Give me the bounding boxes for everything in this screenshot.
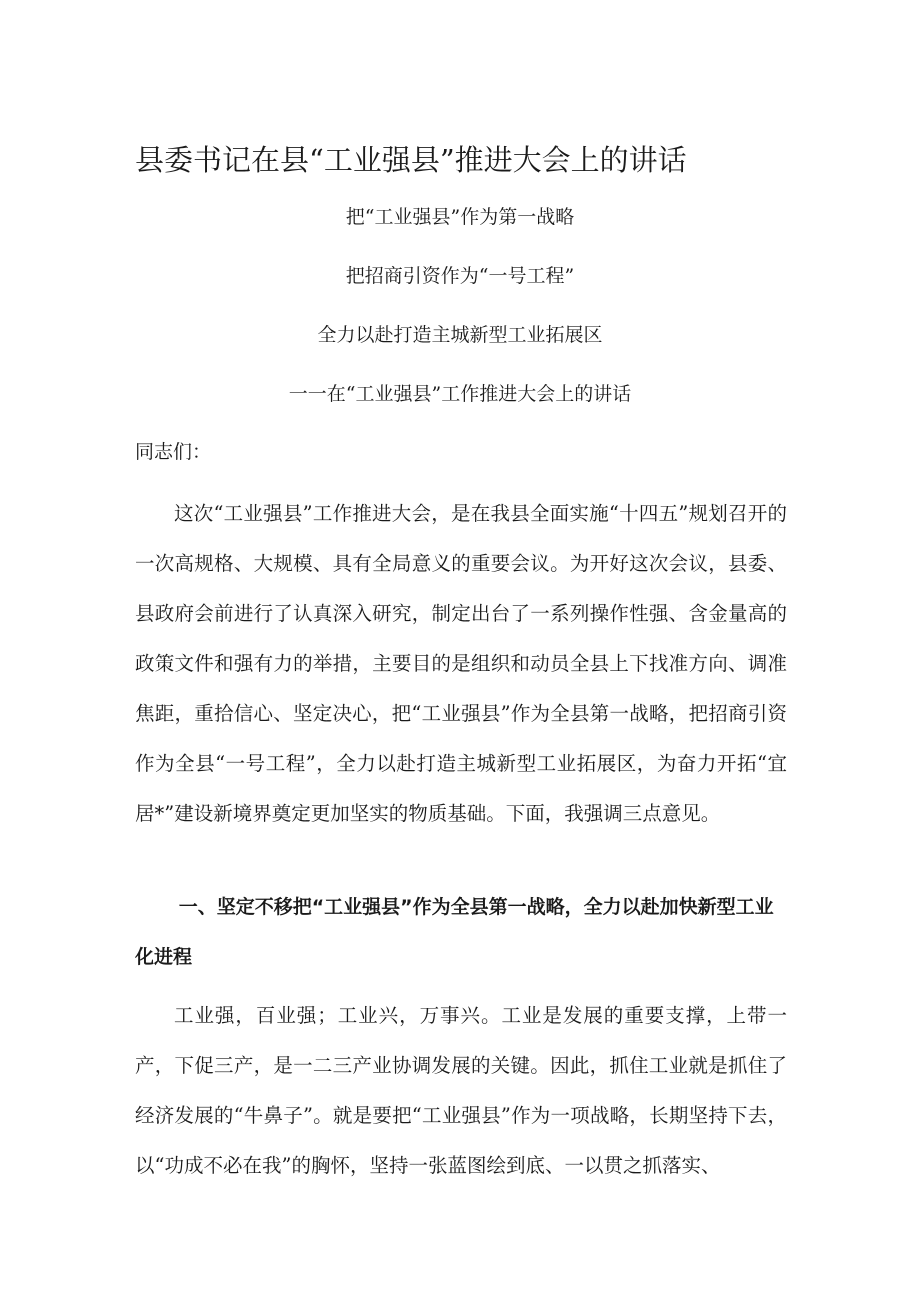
body-paragraph-1: 这次“工业强县”工作推进大会，是在我县全面实施“十四五”规划召开的一次高规格、大规模、具有全局意义的重要会议。为开好这次会议，县委、县政府会前进行了认真深入研究，制定出台了一系列操作性强、含金量高的政策文件和强有力的举措，主要目的是组织和动员全县上下找准方向、调准焦距，重拾信心、坚定决心，把“工业强县”作为全县第一战略，把招商引资作为全县“一号工程”，全力以赴打造主城新型工业拓展区，为奋力开拓“宜居*”建设新境界奠定更加坚实的物质基础。下面，我强调三点意见。	[135, 502, 787, 825]
document-title: 县委书记在县“工业强县”推进大会上的讲话	[135, 143, 687, 177]
body-paragraph-2: 工业强，百业强；工业兴，万事兴。工业是发展的重要支撑，上带一产，下促三产，是一二三产业协调发展的关键。因此，抓住工业就是抓住了经济发展的“牛鼻子”。就是要把“工业强县”作为一项战略，长期坚持下去，以“功成不必在我”的胸怀，坚持一张蓝图绘到底、一以贯之抓落实、	[135, 1004, 787, 1177]
salutation: 同志们：	[135, 441, 212, 463]
subtitle-line-3: 全力以赴打造主城新型工业拓展区	[317, 324, 603, 346]
subtitle-line-1: 把“工业强县”作为第一战略	[345, 206, 575, 228]
section-heading-1: 一、坚定不移把“工业强县”作为全县第一战略，全力以赴加快新型工业化进程	[135, 896, 774, 968]
subtitle-line-4: 一一在“工业强县”工作推进大会上的讲话	[288, 383, 632, 405]
subtitle-line-2: 把招商引资作为“一号工程”	[345, 265, 575, 287]
